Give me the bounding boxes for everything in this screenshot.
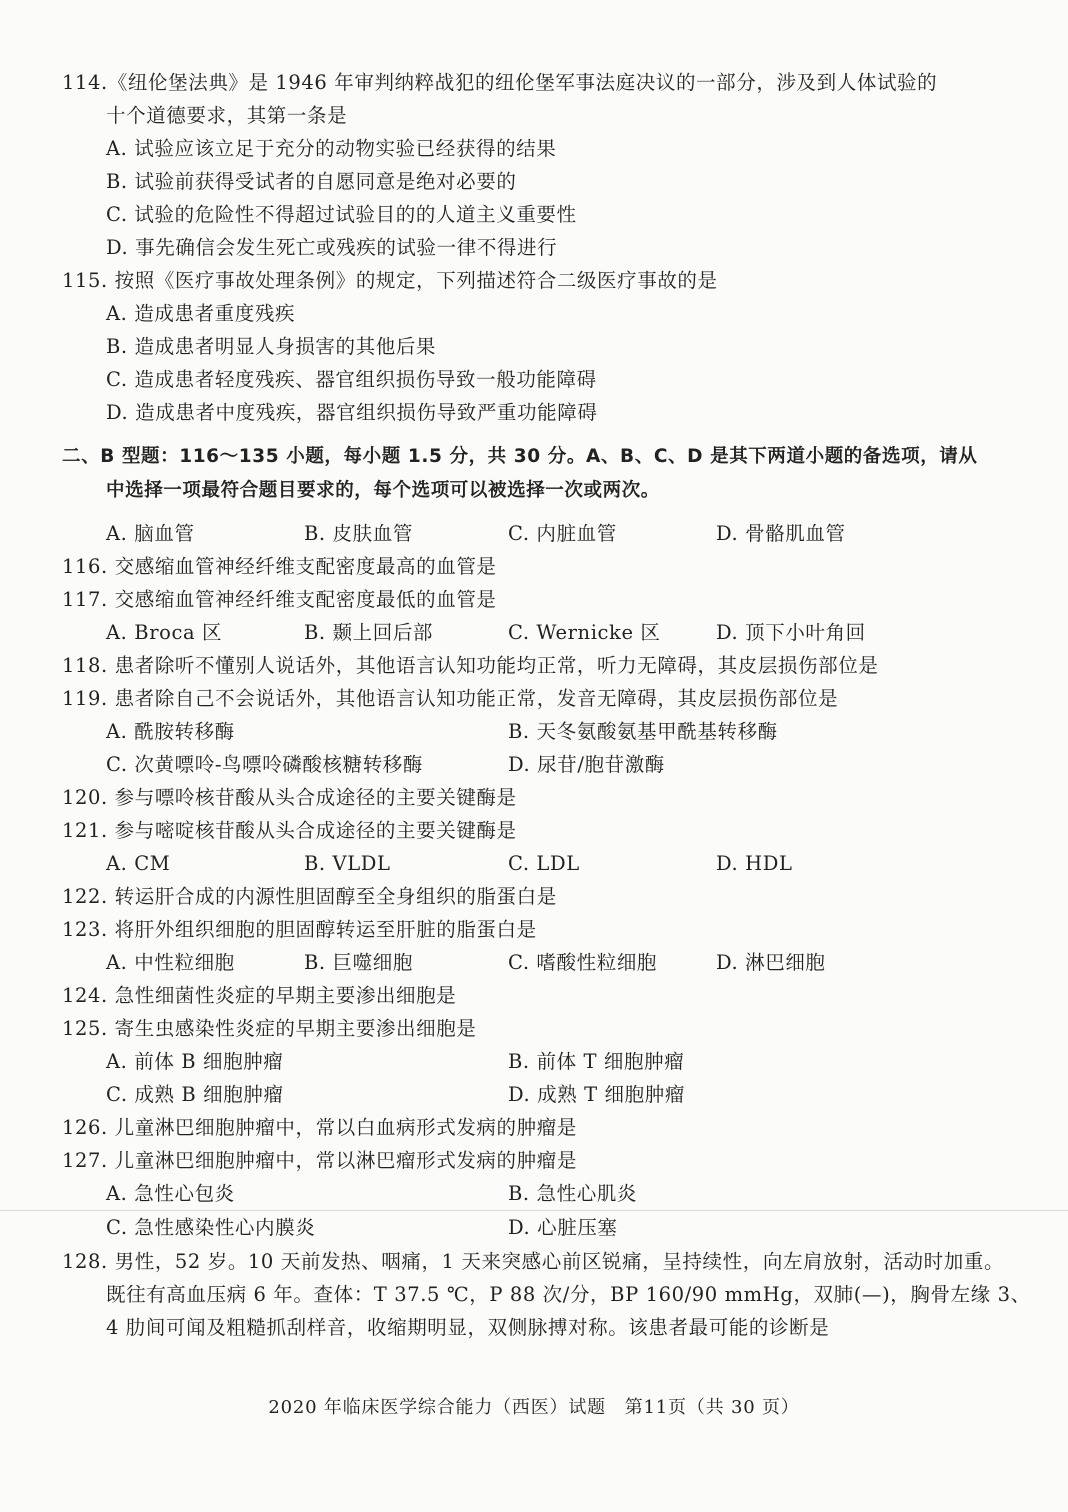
option-c-122: C. LDL <box>508 852 580 875</box>
question-116: 116. 交感缩血管神经纤维支配密度最高的血管是 <box>62 555 497 578</box>
question-115-option-d: D. 造成患者中度残疾，器官组织损伤导致严重功能障碍 <box>106 401 598 424</box>
options-row-124 <box>106 951 936 975</box>
option-b-120: B. 天冬氨酸氨基甲酰基转移酶 <box>508 720 778 743</box>
options-row-116 <box>106 522 936 546</box>
question-115-option-a: A. 造成患者重度残疾 <box>106 302 296 325</box>
options-row-128-ab <box>106 1182 936 1206</box>
option-b-118: B. 颞上回后部 <box>304 621 434 644</box>
options-row-126-ab <box>106 1050 936 1074</box>
question-115-option-c: C. 造成患者轻度残疾、器官组织损伤导致一般功能障碍 <box>106 368 597 391</box>
question-127: 127. 儿童淋巴细胞肿瘤中，常以淋巴瘤形式发病的肿瘤是 <box>62 1149 577 1172</box>
page-footer: 2020 年临床医学综合能力（西医）试题 第11页（共 30 页） <box>268 1397 800 1418</box>
question-115-stem: 115. 按照《医疗事故处理条例》的规定，下列描述符合二级医疗事故的是 <box>62 269 718 292</box>
question-119: 119. 患者除自己不会说话外，其他语言认知功能正常，发音无障碍，其皮层损伤部位是 <box>62 687 839 710</box>
option-a-116: A. 脑血管 <box>106 522 195 545</box>
question-128-line1: 128. 男性，52 岁。10 天前发热、咽痛，1 天来突感心前区锐痛，呈持续性，向左肩放射，活动时加重。 <box>62 1250 1005 1273</box>
question-120: 120. 参与嘌呤核苷酸从头合成途径的主要关键酶是 <box>62 786 517 809</box>
question-115-option-b: B. 造成患者明显人身损害的其他后果 <box>106 335 437 358</box>
option-a-122: A. CM <box>106 852 171 875</box>
question-114-option-c: C. 试验的危险性不得超过试验目的的人道主义重要性 <box>106 203 577 226</box>
question-114-option-d: D. 事先确信会发生死亡或残疾的试验一律不得进行 <box>106 236 558 259</box>
option-a-126: A. 前体 B 细胞肿瘤 <box>106 1050 284 1073</box>
question-128-line3: 4 肋间可闻及粗糙抓刮样音，收缩期明显，双侧脉搏对称。该患者最可能的诊断是 <box>106 1316 830 1339</box>
option-a-124: A. 中性粒细胞 <box>106 951 235 974</box>
question-118: 118. 患者除听不懂别人说话外，其他语言认知功能均正常，听力无障碍，其皮层损伤部位是 <box>62 654 879 677</box>
option-d-128: D. 心脏压塞 <box>508 1216 618 1239</box>
options-row-118 <box>106 621 936 645</box>
option-d-126: D. 成熟 T 细胞肿瘤 <box>508 1083 685 1106</box>
option-a-128: A. 急性心包炎 <box>106 1182 235 1205</box>
question-123: 123. 将肝外组织细胞的胆固醇转运至肝脏的脂蛋白是 <box>62 918 537 941</box>
question-122: 122. 转运肝合成的内源性胆固醇至全身组织的脂蛋白是 <box>62 885 557 908</box>
option-d-124: D. 淋巴细胞 <box>716 951 826 974</box>
option-c-126: C. 成熟 B 细胞肿瘤 <box>106 1083 284 1106</box>
option-b-128: B. 急性心肌炎 <box>508 1182 638 1205</box>
option-c-128: C. 急性感染性心内膜炎 <box>106 1216 316 1239</box>
question-124: 124. 急性细菌性炎症的早期主要渗出细胞是 <box>62 984 457 1007</box>
option-b-124: B. 巨噬细胞 <box>304 951 413 974</box>
question-125: 125. 寄生虫感染性炎症的早期主要渗出细胞是 <box>62 1017 477 1040</box>
option-a-120: A. 酰胺转移酶 <box>106 720 235 743</box>
section-heading-line1: 二、B 型题：116～135 小题，每小题 1.5 分，共 30 分。A、B、C、D 是其下两道小题的备选项，请从 <box>62 446 978 467</box>
question-114-stem-line2: 十个道德要求，其第一条是 <box>106 104 348 127</box>
question-126: 126. 儿童淋巴细胞肿瘤中，常以白血病形式发病的肿瘤是 <box>62 1116 577 1139</box>
options-row-120-ab <box>106 720 936 744</box>
options-row-120-cd <box>106 753 936 777</box>
option-c-118: C. Wernicke 区 <box>508 621 661 644</box>
question-114-stem-line1: 114.《纽伦堡法典》是 1946 年审判纳粹战犯的纽伦堡军事法庭决议的一部分，涉及到人体试验的 <box>62 71 938 94</box>
option-c-120: C. 次黄嘌呤-鸟嘌呤磷酸核糖转移酶 <box>106 753 424 776</box>
option-d-118: D. 顶下小叶角回 <box>716 621 866 644</box>
option-d-122: D. HDL <box>716 852 793 875</box>
options-row-128-cd <box>106 1216 936 1240</box>
options-row-122 <box>106 852 936 876</box>
option-a-118: A. Broca 区 <box>106 621 223 644</box>
question-114-option-b: B. 试验前获得受试者的自愿同意是绝对必要的 <box>106 170 517 193</box>
option-b-116: B. 皮肤血管 <box>304 522 413 545</box>
question-114-option-a: A. 试验应该立足于充分的动物实验已经获得的结果 <box>106 137 557 160</box>
option-d-116: D. 骨骼肌血管 <box>716 522 846 545</box>
option-d-120: D. 尿苷/胞苷激酶 <box>508 753 665 776</box>
question-128-line2: 既往有高血压病 6 年。查体：T 37.5 ℃，P 88 次/分，BP 160/90 mmHg，双肺(—)，胸骨左缘 3、 <box>106 1283 1031 1306</box>
option-c-116: C. 内脏血管 <box>508 522 617 545</box>
scan-line <box>0 1210 1068 1211</box>
options-row-126-cd <box>106 1083 936 1107</box>
section-heading-line2: 中选择一项最符合题目要求的，每个选项可以被选择一次或两次。 <box>106 480 660 501</box>
option-b-126: B. 前体 T 细胞肿瘤 <box>508 1050 685 1073</box>
question-117: 117. 交感缩血管神经纤维支配密度最低的血管是 <box>62 588 497 611</box>
option-c-124: C. 嗜酸性粒细胞 <box>508 951 658 974</box>
option-b-122: B. VLDL <box>304 852 391 875</box>
question-121: 121. 参与嘧啶核苷酸从头合成途径的主要关键酶是 <box>62 819 517 842</box>
